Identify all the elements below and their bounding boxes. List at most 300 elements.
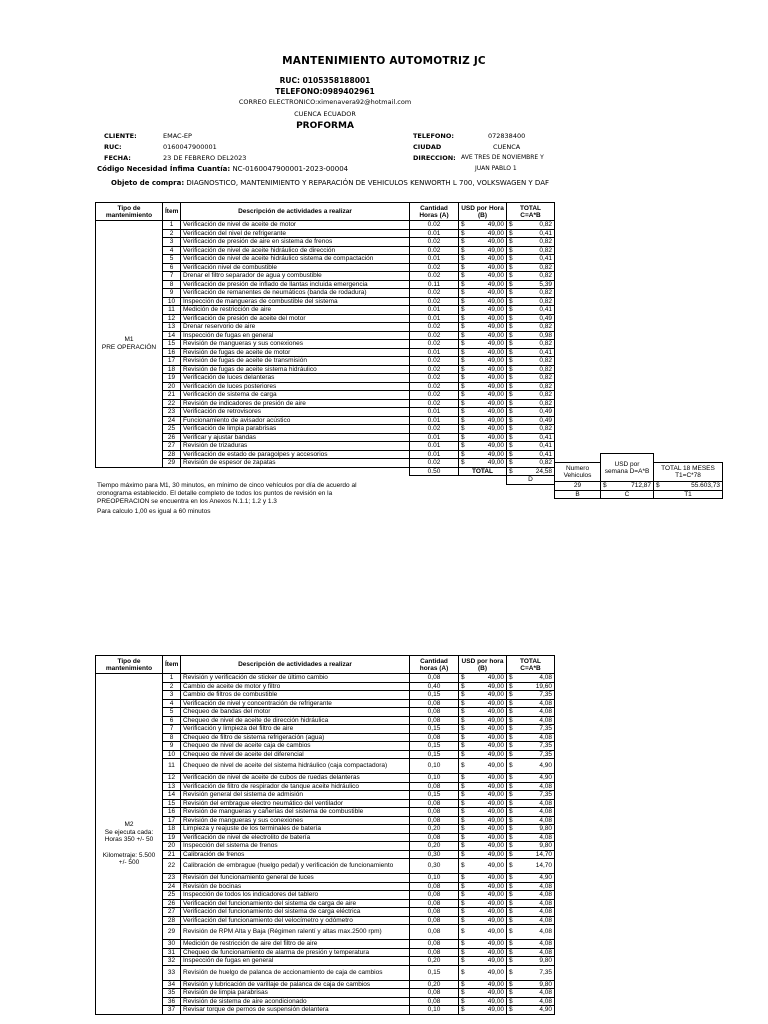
row-total-amount: 4,08 — [539, 799, 552, 807]
item-number: 9 — [163, 289, 181, 298]
currency-symbol: $ — [461, 716, 465, 724]
activity-description: Medición de restricción de aire del filtro de aire — [181, 940, 410, 949]
usd-per-hour — [459, 882, 507, 891]
usd-per-hour — [459, 825, 507, 834]
currency-symbol: $ — [461, 433, 465, 441]
hours-quantity: 0,08 — [410, 833, 459, 842]
usd-per-hour-amount: 49,00 — [487, 791, 504, 798]
currency-symbol: $ — [461, 782, 465, 790]
usd-per-hour-amount: 49,00 — [487, 442, 504, 449]
usd-per-hour — [459, 314, 507, 323]
item-number: 34 — [163, 980, 181, 989]
hours-quantity: 0.01 — [410, 442, 459, 451]
hours-quantity: 0,08 — [410, 699, 459, 708]
activity-description: Revisión de fugas de aceite de transmisión — [181, 357, 410, 366]
hours-quantity: 0.02 — [410, 331, 459, 340]
row-total-amount: 0,82 — [539, 289, 552, 296]
table-row — [96, 365, 555, 374]
currency-symbol: $ — [461, 357, 465, 364]
row-total-amount: 0,49 — [539, 416, 552, 424]
usd-per-hour — [459, 997, 507, 1006]
item-number: 22 — [163, 399, 181, 408]
currency-symbol: $ — [509, 908, 513, 915]
maintenance-type-line: Horas 350 +/- 50 — [104, 836, 154, 843]
usd-per-hour — [459, 682, 507, 691]
row-total-amount: 0,41 — [539, 255, 552, 262]
company-phone: TELEFONO:0989402961 — [275, 87, 375, 96]
activity-description: Chequeo de nivel de aceite caja de cambios — [181, 742, 410, 751]
row-total — [507, 272, 555, 281]
activity-description: Verificación de nivel de aceite hidráulico de dirección — [181, 246, 410, 255]
row-total-amount: 4,08 — [539, 833, 552, 841]
row-total — [507, 289, 555, 298]
activity-description: Inspección de fugas en general — [181, 957, 410, 966]
table-row — [96, 716, 555, 725]
row-total-amount: 4,90 — [539, 762, 552, 770]
usd-per-hour — [459, 255, 507, 264]
currency-symbol: $ — [656, 482, 660, 490]
item-number: 4 — [163, 246, 181, 255]
item-number: 30 — [163, 940, 181, 949]
currency-symbol: $ — [509, 799, 513, 807]
currency-symbol: $ — [509, 306, 513, 313]
row-total — [507, 357, 555, 366]
usd-per-hour-amount: 49,00 — [487, 433, 504, 441]
usd-semana-value — [601, 482, 654, 491]
hours-quantity: 0.02 — [410, 272, 459, 281]
usd-per-hour-amount: 49,00 — [487, 459, 504, 466]
item-number: 35 — [163, 989, 181, 998]
usd-per-hour-amount: 49,00 — [487, 691, 504, 698]
row-total — [507, 874, 555, 883]
usd-per-hour-amount: 49,00 — [487, 916, 504, 924]
usd-per-hour — [459, 759, 507, 774]
usd-per-hour — [459, 280, 507, 289]
item-number: 19 — [163, 374, 181, 383]
usd-per-hour-amount: 49,00 — [487, 297, 504, 305]
header-total: TOTAL C=A*B — [507, 656, 555, 674]
row-total — [507, 733, 555, 742]
usd-per-hour — [459, 948, 507, 957]
activity-description: Verificación de retrovisores — [181, 408, 410, 417]
usd-per-hour — [459, 980, 507, 989]
hours-quantity: 0,08 — [410, 882, 459, 891]
objeto-line — [111, 179, 549, 187]
currency-symbol: $ — [509, 314, 513, 322]
usd-per-hour-amount: 49,00 — [487, 391, 504, 398]
row-total-amount: 0,82 — [539, 425, 552, 432]
row-total — [507, 957, 555, 966]
row-total — [507, 331, 555, 340]
row-total-amount: 7,35 — [539, 742, 552, 749]
usd-per-hour-amount: 49,00 — [487, 674, 504, 681]
usd-per-hour-amount: 49,00 — [487, 255, 504, 262]
item-number: 2 — [163, 229, 181, 238]
usd-per-hour — [459, 708, 507, 717]
table-row — [96, 450, 555, 459]
objeto-label: Objeto de compra: — [111, 179, 185, 187]
usd-per-hour — [459, 750, 507, 759]
currency-symbol: $ — [461, 682, 465, 690]
hours-quantity: 0,08 — [410, 989, 459, 998]
row-total-amount: 4,08 — [539, 940, 552, 947]
row-total-amount: 7,35 — [539, 691, 552, 698]
row-total-amount: 4,08 — [539, 899, 552, 907]
client-city-value: CUENCA — [493, 143, 521, 151]
hours-quantity: 0.02 — [410, 297, 459, 306]
row-total-amount: 0,82 — [539, 263, 552, 271]
activity-description: Verificación de limpia parabrisas — [181, 425, 410, 434]
table-row — [96, 965, 555, 980]
table-row — [96, 989, 555, 998]
maintenance-type-line: Kilometraje: 5.500 — [102, 851, 156, 859]
activity-description: Revisión del funcionamiento general de luces — [181, 874, 410, 883]
usd-per-hour-amount: 49,00 — [487, 340, 504, 347]
usd-per-hour-amount: 49,00 — [487, 708, 504, 715]
note-line-3: PREOPERACION se encuentra en los Anexos N.1.1; 1.2 y 1.3 — [97, 498, 277, 505]
currency-symbol: $ — [509, 297, 513, 305]
totals-spacer — [96, 467, 410, 476]
currency-symbol: $ — [509, 459, 513, 466]
usd-per-hour — [459, 272, 507, 281]
table-row — [96, 399, 555, 408]
activity-description: Revisión de limpia parabrisas — [181, 989, 410, 998]
hours-quantity: 0,10 — [410, 1006, 459, 1015]
usd-per-hour — [459, 331, 507, 340]
hours-quantity: 0.02 — [410, 365, 459, 374]
currency-symbol: $ — [509, 980, 513, 988]
usd-per-hour-amount: 49,00 — [487, 874, 504, 881]
note-line-4: Para calculo 1,00 es igual a 60 minutos — [97, 508, 211, 515]
row-total — [507, 229, 555, 238]
currency-symbol: $ — [461, 425, 465, 432]
currency-symbol: $ — [509, 708, 513, 715]
row-total-amount: 0,82 — [539, 246, 552, 254]
currency-symbol: $ — [461, 842, 465, 849]
row-total-amount: 0,41 — [539, 348, 552, 356]
row-total-amount: 0,41 — [539, 229, 552, 237]
item-number: 19 — [163, 833, 181, 842]
currency-symbol: $ — [461, 957, 465, 964]
maintenance-type-line: M1 — [124, 336, 134, 344]
usd-per-hour — [459, 859, 507, 874]
table-row — [96, 682, 555, 691]
m1-table — [95, 202, 555, 485]
currency-symbol: $ — [461, 416, 465, 424]
header-item: Ítem — [163, 203, 181, 221]
client-phone-value: 072838400 — [488, 132, 526, 140]
row-total — [507, 442, 555, 451]
table-row — [96, 306, 555, 315]
currency-symbol: $ — [509, 762, 513, 770]
row-total — [507, 825, 555, 834]
row-total-amount: 4,08 — [539, 674, 552, 681]
usd-per-hour-amount: 49,00 — [487, 957, 504, 964]
table-row — [96, 948, 555, 957]
usd-per-hour-amount: 49,00 — [487, 306, 504, 313]
hours-quantity: 0.02 — [410, 391, 459, 400]
usd-per-hour — [459, 916, 507, 925]
currency-symbol: $ — [461, 980, 465, 988]
hours-quantity: 0,08 — [410, 733, 459, 742]
hours-quantity: 0,08 — [410, 899, 459, 908]
currency-symbol: $ — [461, 850, 465, 858]
table-row — [96, 289, 555, 298]
table-row — [96, 323, 555, 332]
hours-quantity: 0.02 — [410, 263, 459, 272]
currency-symbol: $ — [509, 238, 513, 245]
usd-per-hour — [459, 408, 507, 417]
row-total-amount: 0,82 — [539, 459, 552, 466]
table-row — [96, 916, 555, 925]
row-total — [507, 340, 555, 349]
header-usd-hora: USD por Hora (B) — [459, 203, 507, 221]
usd-per-hour — [459, 357, 507, 366]
currency-symbol: $ — [461, 968, 465, 976]
table-row — [96, 674, 555, 683]
usd-per-hour-amount: 49,00 — [487, 850, 504, 858]
table-row — [96, 442, 555, 451]
usd-per-hour — [459, 323, 507, 332]
row-total — [507, 940, 555, 949]
table-row — [96, 238, 555, 247]
usd-per-hour-amount: 49,00 — [487, 699, 504, 707]
hours-quantity: 0.02 — [410, 399, 459, 408]
item-number: 25 — [163, 425, 181, 434]
currency-symbol: $ — [461, 699, 465, 707]
row-total-amount: 7,35 — [539, 791, 552, 798]
currency-symbol: $ — [509, 323, 513, 330]
usd-per-hour-amount: 49,00 — [487, 989, 504, 996]
activity-description: Verificación de presión de aceite del motor — [181, 314, 410, 323]
item-number: 7 — [163, 725, 181, 734]
currency-symbol: $ — [509, 348, 513, 356]
usd-per-hour — [459, 774, 507, 783]
item-number: 21 — [163, 850, 181, 859]
row-total — [507, 391, 555, 400]
table-row — [96, 791, 555, 800]
usd-per-hour-amount: 49,00 — [487, 899, 504, 907]
currency-symbol: $ — [461, 940, 465, 947]
activity-description: Verificación de presión de inflado de llantas incluida emergencia — [181, 280, 410, 289]
currency-symbol: $ — [509, 289, 513, 296]
currency-symbol: $ — [509, 742, 513, 749]
item-number: 18 — [163, 825, 181, 834]
currency-symbol: $ — [461, 450, 465, 458]
table-row — [96, 374, 555, 383]
row-total — [507, 255, 555, 264]
maintenance-type-cell — [96, 674, 163, 1015]
row-total — [507, 916, 555, 925]
hours-quantity: 0,10 — [410, 874, 459, 883]
row-total-amount: 9,80 — [539, 957, 552, 964]
currency-symbol: $ — [509, 928, 513, 936]
usd-per-hour — [459, 382, 507, 391]
hours-quantity: 0,08 — [410, 674, 459, 683]
usd-per-hour-amount: 49,00 — [487, 725, 504, 732]
row-total — [507, 450, 555, 459]
activity-description: Chequeo de nivel de aceite del sistema hidráulico (caja compactadora) — [181, 759, 410, 774]
hours-quantity: 0.02 — [410, 425, 459, 434]
hours-quantity: 0,30 — [410, 850, 459, 859]
currency-symbol: $ — [509, 391, 513, 398]
item-number: 5 — [163, 255, 181, 264]
m2-table — [95, 655, 555, 1015]
usd-per-hour-amount: 49,00 — [487, 331, 504, 339]
row-total — [507, 925, 555, 940]
date-label: FECHA: — [104, 154, 131, 162]
usd-per-hour-amount: 49,00 — [487, 808, 504, 815]
row-total-amount: 0,82 — [539, 340, 552, 347]
usd-per-hour-amount: 49,00 — [487, 799, 504, 807]
row-total-amount: 4,90 — [539, 1006, 552, 1013]
row-total-amount: 4,08 — [539, 882, 552, 890]
usd-per-hour-amount: 49,00 — [487, 908, 504, 915]
hours-quantity: 0,08 — [410, 925, 459, 940]
usd-per-hour-amount: 49,00 — [487, 997, 504, 1005]
hours-quantity: 0.01 — [410, 416, 459, 425]
usd-per-hour-amount: 49,00 — [487, 416, 504, 424]
currency-symbol: $ — [461, 825, 465, 832]
usd-per-hour-amount: 49,00 — [487, 314, 504, 322]
item-number: 26 — [163, 433, 181, 442]
row-total-amount: 0,82 — [539, 391, 552, 398]
item-number: 14 — [163, 791, 181, 800]
item-number: 25 — [163, 891, 181, 900]
hours-quantity: 0,08 — [410, 940, 459, 949]
currency-symbol: $ — [509, 433, 513, 441]
table-row — [96, 750, 555, 759]
header-total: TOTAL C=A*B — [507, 203, 555, 221]
client-value: EMAC-EP — [163, 132, 192, 140]
usd-per-hour — [459, 908, 507, 917]
row-total — [507, 306, 555, 315]
hours-quantity: 0,20 — [410, 825, 459, 834]
currency-symbol: $ — [509, 221, 513, 228]
currency-symbol: $ — [461, 899, 465, 907]
currency-symbol: $ — [461, 708, 465, 715]
usd-per-hour — [459, 246, 507, 255]
currency-symbol: $ — [509, 899, 513, 907]
currency-symbol: $ — [509, 229, 513, 237]
activity-description: Revisión del embrague electro neumático del ventilador — [181, 799, 410, 808]
currency-symbol: $ — [509, 808, 513, 815]
row-total — [507, 425, 555, 434]
activity-description: Verificación de nivel de electrolito de batería — [181, 833, 410, 842]
currency-symbol: $ — [509, 442, 513, 449]
table-row — [96, 957, 555, 966]
usd-semana-amount: 712,87 — [631, 482, 651, 490]
item-number: 20 — [163, 842, 181, 851]
activity-description: Funcionamiento de avisador acústico — [181, 416, 410, 425]
activity-description: Verificación de nivel y concentración de refrigerante — [181, 699, 410, 708]
row-total — [507, 859, 555, 874]
usd-per-hour-amount: 49,00 — [487, 980, 504, 988]
row-total — [507, 459, 555, 468]
usd-per-hour-amount: 49,00 — [487, 733, 504, 741]
row-total — [507, 799, 555, 808]
currency-symbol: $ — [461, 263, 465, 271]
currency-symbol: $ — [509, 280, 513, 288]
activity-description: Revisión de mangueras y sus conexiones — [181, 816, 410, 825]
usd-per-hour — [459, 221, 507, 230]
row-total-amount: 4,08 — [539, 948, 552, 956]
hours-quantity: 0,15 — [410, 691, 459, 700]
usd-per-hour — [459, 365, 507, 374]
row-total — [507, 280, 555, 289]
currency-symbol: $ — [509, 882, 513, 890]
activity-description: Drenar el filtro separador de agua y combustible — [181, 272, 410, 281]
row-total-amount: 0,82 — [539, 238, 552, 245]
item-number: 17 — [163, 816, 181, 825]
row-total-amount: 4,08 — [539, 989, 552, 996]
currency-symbol: $ — [509, 997, 513, 1005]
usd-per-hour — [459, 442, 507, 451]
table-row — [96, 459, 555, 468]
activity-description: Verificación del funcionamiento del sistema de carga de aire — [181, 899, 410, 908]
hours-quantity: 0.02 — [410, 459, 459, 468]
hours-quantity: 0,08 — [410, 891, 459, 900]
activity-description: Revisión de huelgo de palanca de accionamiento de caja de cambios — [181, 965, 410, 980]
hours-quantity: 0,08 — [410, 916, 459, 925]
activity-description: Verificación de nivel de aceite de cubos de ruedas delanteras — [181, 774, 410, 783]
item-number: 22 — [163, 859, 181, 874]
row-total-amount: 4,08 — [539, 808, 552, 815]
row-total-amount: 7,35 — [539, 750, 552, 758]
currency-symbol: $ — [509, 725, 513, 732]
letter-t1: T1 — [654, 490, 723, 499]
usd-per-hour-amount: 49,00 — [487, 357, 504, 364]
currency-symbol: $ — [509, 357, 513, 364]
hours-quantity: 0,40 — [410, 682, 459, 691]
hours-quantity: 0,08 — [410, 782, 459, 791]
row-total — [507, 1006, 555, 1015]
activity-description: Revisión de sistema de aire acondicionado — [181, 997, 410, 1006]
row-total — [507, 948, 555, 957]
item-number: 17 — [163, 357, 181, 366]
header-cantidad: Cantidad Horas (A) — [410, 203, 459, 221]
table-row — [96, 759, 555, 774]
row-total-amount: 4,08 — [539, 908, 552, 915]
currency-symbol: $ — [461, 374, 465, 381]
table-row — [96, 925, 555, 940]
usd-per-hour-amount: 49,00 — [487, 348, 504, 356]
usd-per-hour-amount: 49,00 — [487, 762, 504, 770]
client-ruc-value: 0160047900001 — [163, 143, 217, 151]
item-number: 15 — [163, 340, 181, 349]
row-total — [507, 221, 555, 230]
row-total — [507, 416, 555, 425]
usd-per-hour-amount: 49,00 — [487, 825, 504, 832]
usd-per-hour-amount: 49,00 — [487, 1006, 504, 1013]
row-total-amount: 0,41 — [539, 433, 552, 441]
document-type: PROFORMA — [296, 121, 354, 131]
hours-quantity: 0.02 — [410, 357, 459, 366]
hours-quantity: 0,08 — [410, 799, 459, 808]
usd-per-hour-amount: 49,00 — [487, 774, 504, 781]
hours-quantity: 0,08 — [410, 908, 459, 917]
usd-per-hour-amount: 49,00 — [487, 382, 504, 390]
row-total-amount: 9,80 — [539, 825, 552, 832]
table-row — [96, 221, 555, 230]
item-number: 12 — [163, 774, 181, 783]
hours-quantity: 0.02 — [410, 340, 459, 349]
row-total — [507, 682, 555, 691]
hours-quantity: 0,15 — [410, 742, 459, 751]
usd-per-hour-amount: 49,00 — [487, 238, 504, 245]
item-number: 1 — [163, 221, 181, 230]
row-total-amount: 4,08 — [539, 782, 552, 790]
